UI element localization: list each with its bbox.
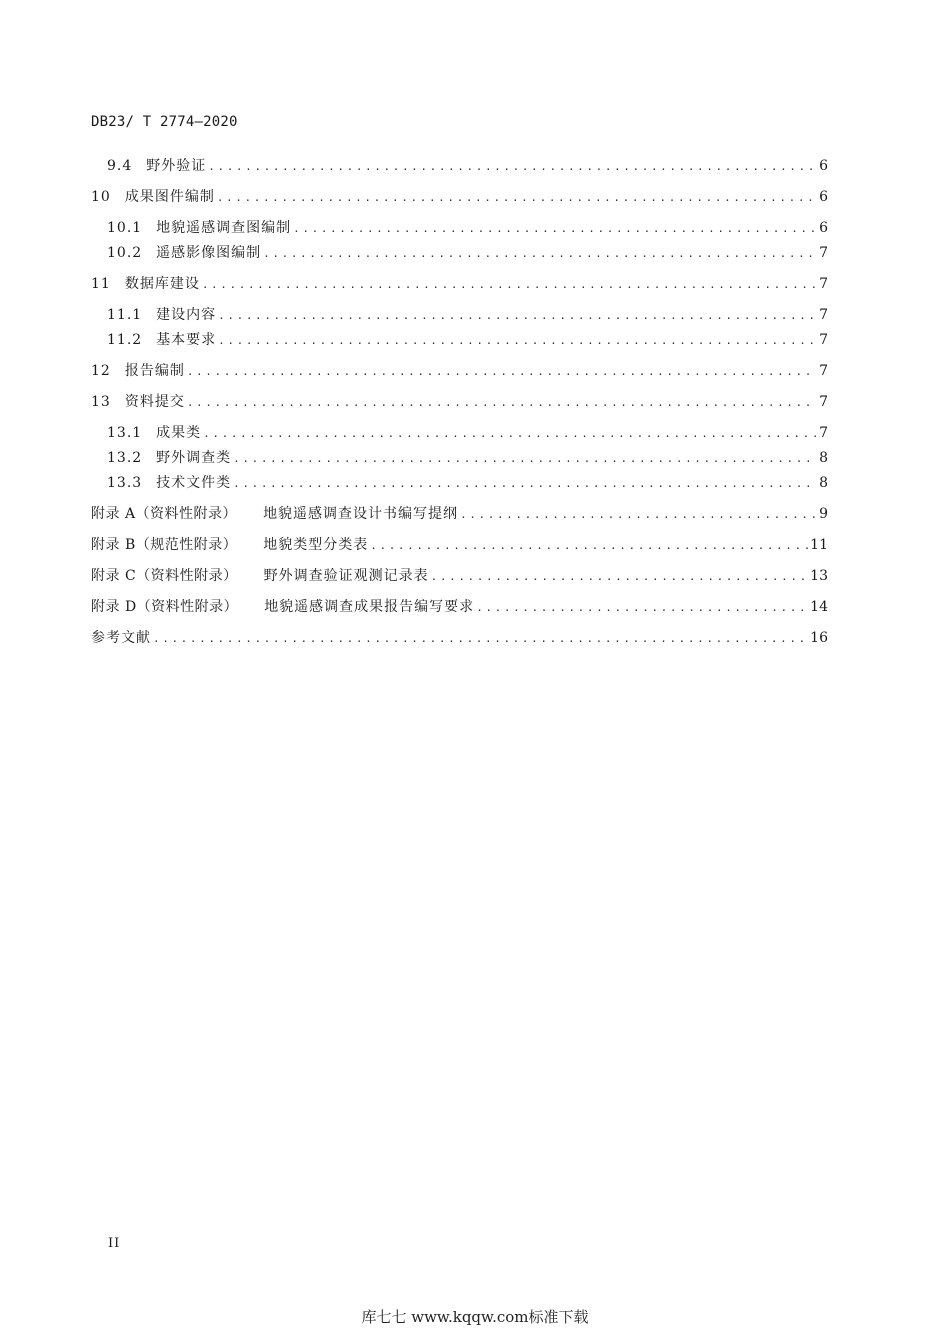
toc-page-number: 7 [819,332,828,348]
toc-leader-dots [218,305,816,327]
toc-section-number: 13 [91,394,111,410]
toc-entry[interactable] [91,472,828,494]
toc-leader-dots [233,448,816,470]
toc-leader-dots [218,330,816,352]
toc-entry[interactable] [91,242,828,264]
toc-entry[interactable] [91,627,828,649]
toc-section-title: 成果类 [156,425,202,441]
toc-leader-dots [233,473,816,495]
toc-entry[interactable] [91,565,828,587]
toc-section-title: 遥感影像图编制 [156,245,262,261]
toc-section-title: 地貌遥感调查成果报告编写要求 [264,599,475,615]
toc-section-title: 地貌类型分类表 [263,537,369,553]
toc-page-number: 9 [819,506,828,522]
toc-leader-dots [217,187,816,209]
toc-page-number: 6 [819,189,828,205]
toc-entry[interactable] [91,273,828,295]
toc-page-number: 8 [819,450,828,466]
toc-entry[interactable] [91,503,828,525]
toc-section-number: 11.1 [107,307,143,323]
toc-entry[interactable] [91,360,828,382]
toc-page-number: 8 [819,475,828,491]
toc-leader-dots [293,218,816,240]
toc-appendix-label: 附录 B（规范性附录） [91,537,238,553]
toc-leader-dots [203,423,816,445]
toc-section-title: 地貌遥感调查设计书编写提纲 [263,506,459,522]
toc-section-number: 11.2 [107,332,143,348]
toc-appendix-label: 附录 D（资料性附录） [91,599,239,615]
toc-leader-dots [187,392,816,414]
watermark-text: 库七七 www.kqqw.com标准下载 [361,1308,589,1326]
toc-section-number: 10.2 [107,245,143,261]
toc-section-number: 10.1 [107,220,143,236]
toc-leader-dots [460,504,816,526]
toc-entry[interactable] [91,217,828,239]
toc-entry[interactable] [91,534,828,556]
toc-appendix-label: 附录 C（资料性附录） [91,568,238,584]
toc-entry[interactable] [91,304,828,326]
toc-entry[interactable] [91,329,828,351]
toc-section-title: 野外调查类 [156,450,232,466]
toc-section-number: 9.4 [107,158,133,174]
toc-page-number: 7 [819,425,828,441]
toc-page-number: 7 [819,394,828,410]
toc-section-number: 11 [91,276,111,292]
toc-leader-dots [263,243,816,265]
toc-section-title: 地貌遥感调查图编制 [156,220,292,236]
page-number: II [108,1236,121,1251]
toc-section-title: 报告编制 [124,363,185,379]
toc-section-number: 12 [91,363,111,379]
document-code-header: DB23/ T 2774—2020 [91,114,238,130]
toc-entry[interactable] [91,596,828,618]
toc-page-number: 16 [810,630,828,646]
toc-section-title: 技术文件类 [156,475,232,491]
toc-page-number: 7 [819,307,828,323]
toc-entry[interactable] [91,447,828,469]
toc-section-title: 数据库建设 [124,276,200,292]
toc-page-number: 6 [819,158,828,174]
toc-section-title: 基本要求 [156,332,217,348]
toc-page-number: 13 [810,568,828,584]
toc-section-title: 资料提交 [124,394,185,410]
toc-page-number: 7 [819,245,828,261]
toc-entry[interactable] [91,422,828,444]
toc-entry[interactable] [91,186,828,208]
toc-appendix-label: 附录 A（资料性附录） [91,506,238,522]
toc-leader-dots [202,274,816,296]
toc-leader-dots [476,597,808,619]
toc-section-title: 野外验证 [146,158,207,174]
toc-leader-dots [187,361,816,383]
toc-leader-dots [431,566,809,588]
toc-section-number: 13.3 [107,475,143,491]
toc-entry[interactable] [91,391,828,413]
toc-section-title: 野外调查验证观测记录表 [263,568,429,584]
toc-page-number: 14 [810,599,828,615]
toc-page-number: 11 [810,537,828,553]
toc-leader-dots [208,156,816,178]
toc-section-title: 成果图件编制 [124,189,215,205]
toc-section-number: 13.1 [107,425,143,441]
toc-leader-dots [153,628,808,650]
toc-page-number: 7 [819,363,828,379]
toc-page-number: 7 [819,276,828,292]
toc-section-title: 参考文献 [91,630,151,646]
toc-entry[interactable] [91,155,828,177]
toc-page-number: 6 [819,220,828,236]
toc-section-title: 建设内容 [156,307,217,323]
toc-leader-dots [370,535,808,557]
toc-section-number: 10 [91,189,111,205]
toc-section-number: 13.2 [107,450,143,466]
